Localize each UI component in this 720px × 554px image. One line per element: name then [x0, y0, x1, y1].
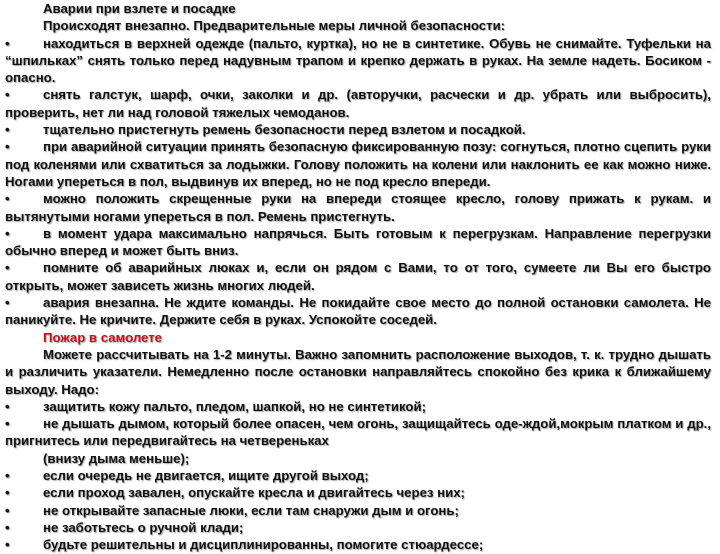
list-item-text: тщательно пристегнуть ремень безопасности перед взлетом и посадкой. — [43, 122, 526, 138]
list-item-text: будьте решительны и дисциплинированны, помогите стюардессе; — [43, 537, 484, 553]
section-heading-takeoff-landing: Аварии при взлете и посадке — [43, 1, 236, 16]
list-item — [5, 398, 711, 415]
list-item-continuation: (внизу дыма меньше); — [43, 450, 190, 466]
list-item-text: не заботьтесь о ручной клади; — [43, 519, 244, 535]
bullet-icon: • — [5, 191, 10, 207]
section-intro-fire-text: Можете рассчитывать на 1-2 минуты. Важно запомнить расположение выходов, т. к. трудно дышать и различить указатели. Немедленно после остановки направляйтесь спокойно без крика к ближайшему выходу. Надо: — [5, 346, 711, 397]
bullet-icon: • — [5, 519, 10, 535]
bullet-icon: • — [5, 468, 10, 484]
bullet-icon: • — [5, 502, 10, 518]
list-item-text: снять галстук, шарф, очки, заколки и др. (авторучки, расчески и др. убрать или выбросить), проверить, нет ли над головой тяжелых чемоданов. — [5, 87, 711, 120]
list-item — [5, 519, 711, 536]
section-intro-takeoff-landing: Происходят внезапно. Предварительные меры личной безопасности: — [43, 18, 506, 34]
bullet-icon: • — [5, 260, 10, 276]
document-page — [5, 0, 711, 554]
bullet-icon: • — [5, 398, 10, 414]
list-item-text: не открывайте запасные люки, если там снаружи дым и огонь; — [43, 502, 459, 518]
bullet-icon: • — [5, 122, 10, 138]
list-item — [5, 138, 711, 190]
bullet-icon: • — [5, 87, 10, 103]
list-item-text: не дышать дымом, который более опасен, чем огонь, защищайтесь оде-ждой,мокрым платком и др., пригнитесь или передвигайтесь на четвереньках — [5, 416, 711, 449]
list-item — [5, 35, 711, 87]
list-item — [5, 86, 711, 121]
list-item — [5, 259, 711, 294]
bullet-icon: • — [5, 139, 10, 155]
list-item-text: при аварийной ситуации принять безопасную фиксированную позу: согнуться, плотно сцепить руки под коленями или схватиться за лодыжки. Голову положить на колени или наклонить ее как можно ниже. Ногами упереться в пол, выдвинув их вперед, но не под кресло впереди. — [5, 139, 711, 189]
bullet-icon: • — [5, 537, 10, 553]
list-item — [5, 536, 711, 553]
list-item — [5, 415, 711, 450]
bullet-icon: • — [5, 416, 10, 432]
list-item-text: находиться в верхней одежде (пальто, куртка), но не в синтетике. Обувь не снимайте. Туфельки на “шпильках” снять только перед надувным трапом и крепко держать в руках. На земле надеть. Босиком - опасно. — [5, 35, 711, 86]
list-item — [5, 225, 711, 260]
section-intro-fire — [5, 346, 711, 398]
list-item-text: авария внезапна. Не ждите команды. Не покидайте свое место до полной остановки самолета. Не паникуйте. Не кричите. Держите себя в руках. Успокойте соседей. — [5, 295, 711, 328]
bullet-icon: • — [5, 485, 10, 501]
list-item — [5, 190, 711, 225]
list-item — [5, 484, 711, 501]
section-heading-fire: Пожар в самолете — [43, 329, 162, 345]
list-item — [5, 467, 711, 484]
list-item — [5, 121, 711, 138]
bullet-icon: • — [5, 35, 10, 51]
bullet-icon: • — [5, 295, 10, 311]
list-item — [5, 502, 711, 519]
list-item-text: можно положить скрещенные руки на впереди стоящее кресло, голову прижать к рукам. и вытянутыми ногами упереться в пол. Ремень пристегнуть. — [5, 191, 711, 224]
list-item-text: в момент удара максимально напрячься. Быть готовым к перегрузкам. Направление перегрузки обычно вперед и может быть вниз. — [5, 225, 711, 259]
list-item — [5, 294, 711, 329]
list-item-text: помните об аварийных люках и, если он рядом с Вами, то от того, сумеете ли Вы его быстро открыть, может зависеть жизнь многих людей. — [5, 260, 711, 293]
list-item-text: если очередь не двигается, ищите другой выход; — [43, 468, 369, 484]
list-item-text: если проход завален, опускайте кресла и двигайтесь через них; — [43, 485, 465, 501]
list-item-text: защитить кожу пальто, пледом, шапкой, но не синтетикой; — [43, 398, 426, 414]
bullet-icon: • — [5, 225, 10, 241]
